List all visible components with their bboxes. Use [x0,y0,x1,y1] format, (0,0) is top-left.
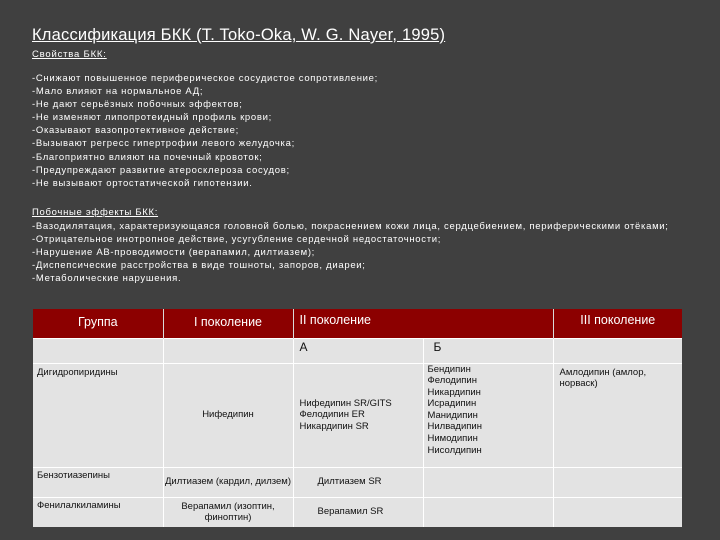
properties-item: -Оказывают вазопротективное действие; [32,125,239,137]
row-gen3 [553,497,682,527]
row-gen2b [423,467,553,497]
properties-item: -Снижают повышенное периферическое сосудистое сопротивление; [32,73,378,84]
classification-table [33,309,682,527]
row-gen2a: Дилтиазем SR [293,467,423,497]
table-subheader-row [33,338,682,363]
properties-item: -Предупреждают развитие атеросклероза сосудов; [32,164,290,176]
properties-item: -Вызывают регресс гипертрофии левого желудочка; [32,138,295,150]
properties-item: -Мало влияют на нормальное АД; [32,86,204,98]
properties-item: -Не изменяют липопротеидный профиль крови; [32,112,272,124]
table-row [33,467,682,497]
slide-title: Классификация БКК (T. Toko-Oka, W. G. Nayer, 1995) [32,26,446,44]
row-group: Бензотиазепины [33,467,163,497]
side-effects-item: -Отрицательное инотропное действие, усугубление сердечной недостаточности; [32,234,442,246]
properties-heading: Свойства БКК: [32,49,107,60]
subheader-b: Б [423,338,553,363]
row-gen2b [423,497,553,527]
properties-item: -Благоприятно влияют на почечный кровоток; [32,151,263,163]
properties-item: -Не вызывают ортостатической гипотензии. [32,177,253,189]
row-gen3 [553,467,682,497]
properties-list [32,72,378,190]
table-row [33,497,682,527]
row-gen2b: Бендипин Фелодипин Никардипин Исрадипин Манидипин Нилвадипин Нимодипин Нисолдипин [423,363,553,467]
side-effects-item: -Вазодилятация, характеризующаяся головной болью, покраснением кожи лица, сердцебиением, периферическими отёками; [32,221,669,232]
side-effects-heading: Побочные эффекты БКК: [32,207,159,218]
row-gen2a: Верапамил SR [293,497,423,527]
subheader-empty-cell [33,338,163,363]
row-gen1: Нифедипин [163,363,293,467]
header-gen3: III поколение [553,309,682,338]
row-gen3: Амлодипин (амлор, норваск) [553,363,682,467]
table-header-row [33,309,682,338]
side-effects-item: -Нарушение АВ-проводимости (верапамил, дилтиазем); [32,247,316,259]
header-group: Группа [33,309,163,338]
row-gen1: Верапамил (изоптин, финоптин) [163,497,293,527]
properties-item: -Не дают серьёзных побочных эффектов; [32,99,243,111]
header-gen1: I поколение [163,309,293,338]
side-effects-item: -Метаболические нарушения. [32,273,182,285]
subheader-empty-cell [163,338,293,363]
row-group: Дигидропиридины [33,363,163,467]
row-gen1: Дилтиазем (кардил, дилзем) [163,467,293,497]
table-row [33,363,682,467]
row-gen2a: Нифедипин SR/GITS Фелодипин ER Никардипин SR [293,363,423,467]
subheader-a: А [293,338,423,363]
side-effects-list [32,220,682,285]
header-gen2: II поколение [293,309,553,338]
side-effects-item: -Диспепсические расстройства в виде тошноты, запоров, диареи; [32,260,366,272]
row-group: Фенилалкиламины [33,497,163,527]
subheader-empty-cell [553,338,682,363]
